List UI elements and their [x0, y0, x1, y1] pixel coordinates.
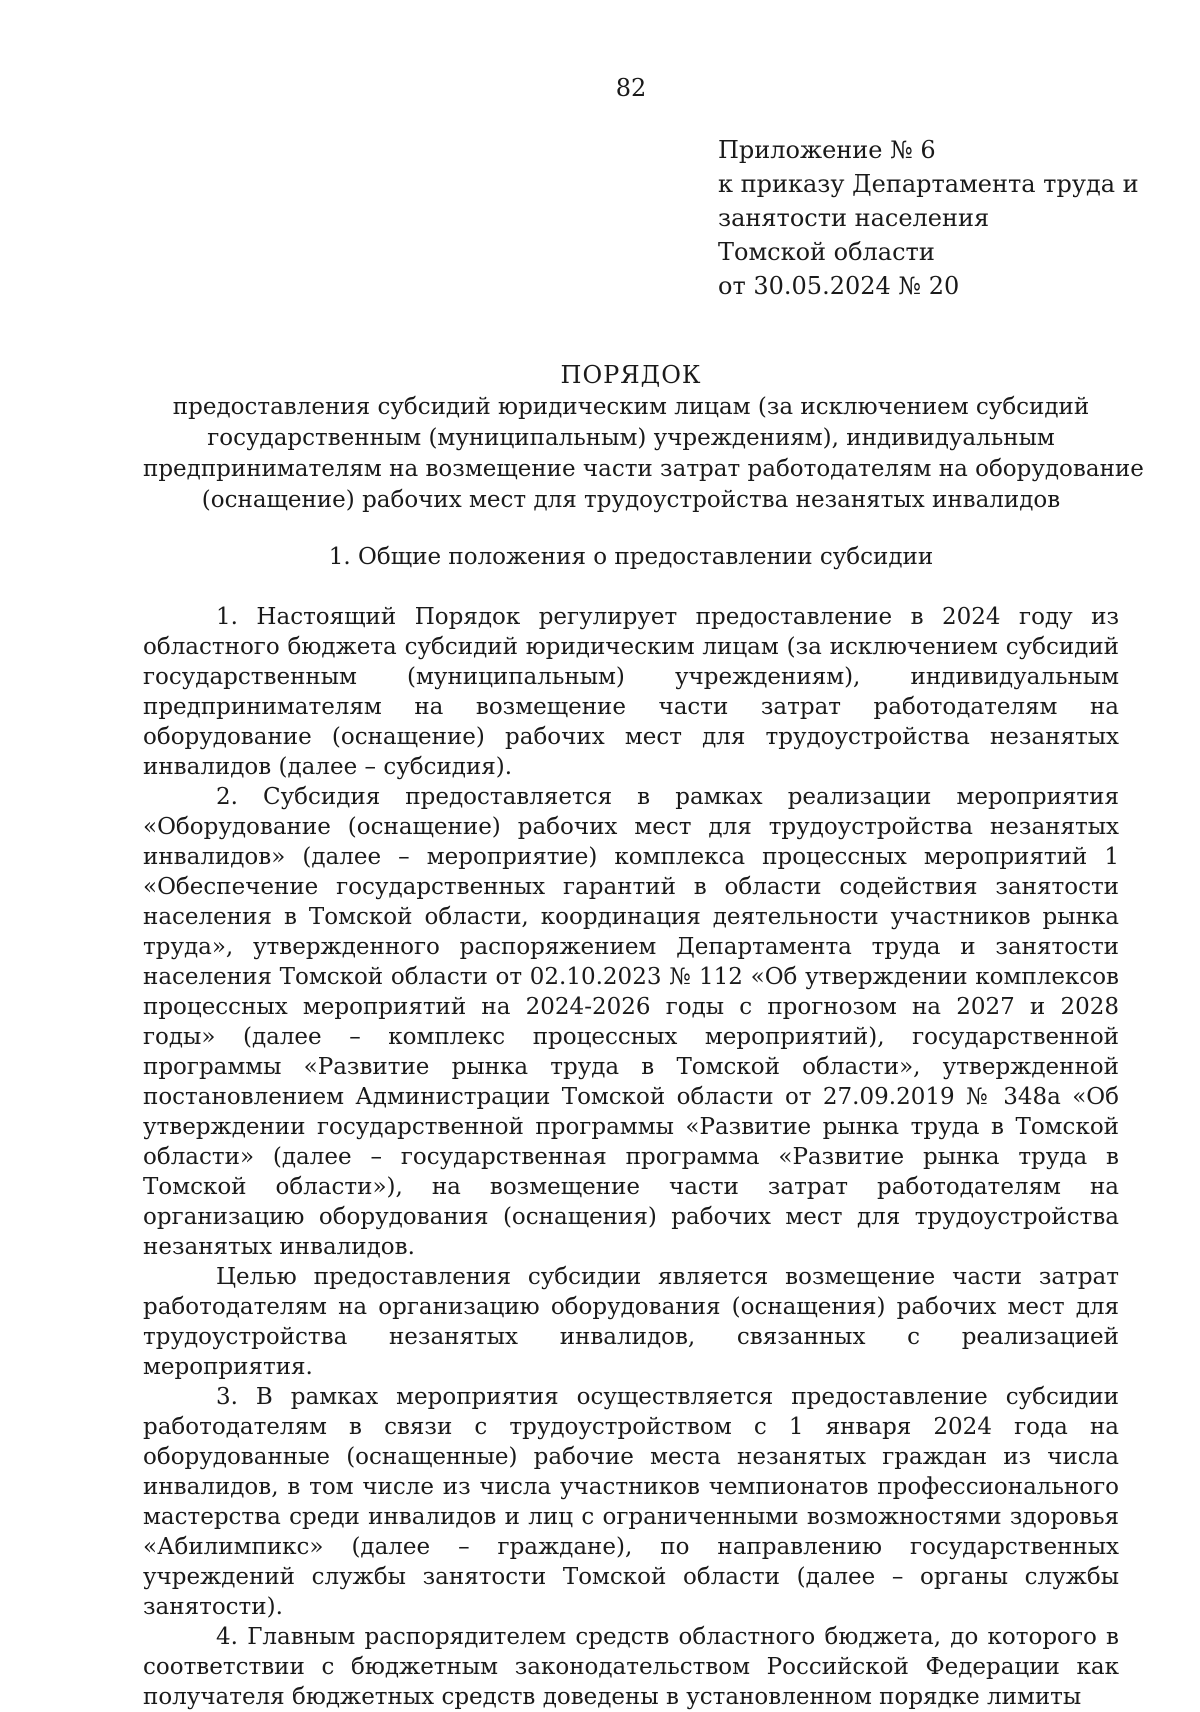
subtitle-line: предоставления субсидий юридическим лицам (за исключением субсидий: [172, 394, 1090, 420]
paragraph-1: 1. Настоящий Порядок регулирует предоставление в 2024 году из областного бюджета субсидий юридическим лицам (за исключением субсидий государственным (муниципальным) учреждениям), индивидуальным предпринимателям на возмещение части затрат работодателям на оборудование (оснащение) рабочих мест для трудоустройства незанятых инвалидов (далее – субсидия).: [143, 604, 1119, 780]
appendix-line: Томской области: [718, 238, 935, 266]
appendix-line: от 30.05.2024 № 20: [718, 272, 960, 300]
paragraph-4: 4. Главным распорядителем средств областного бюджета, до которого в соответствии с бюджетным законодательством Российской Федерации как получателя бюджетных средств доведены в установленном порядке лимиты: [143, 1624, 1119, 1710]
paragraph-3: 3. В рамках мероприятия осуществляется предоставление субсидии работодателям в связи с трудоустройством с 1 января 2024 года на оборудованные (оснащенные) рабочие места незанятых граждан из числа инвалидов, в том числе из числа участников чемпионатов профессионального мастерства среди инвалидов и лиц с ограниченными возможностями здоровья «Абилимпикс» (далее – граждане), по направлению государственных учреждений службы занятости Томской области (далее – органы службы занятости).: [143, 1384, 1119, 1620]
document-title: ПОРЯДОК: [560, 361, 702, 389]
appendix-line: Приложение № 6: [718, 136, 936, 164]
subtitle-line: предпринимателям на возмещение части затрат работодателям на оборудование: [143, 456, 1144, 482]
appendix-line: к приказу Департамента труда и: [718, 170, 1139, 198]
page-number: 82: [615, 74, 647, 102]
document-body: [143, 602, 1119, 1712]
paragraph-2: 2. Субсидия предоставляется в рамках реализации мероприятия «Оборудование (оснащение) рабочих мест для трудоустройства незанятых инвалидов» (далее – мероприятие) комплекса процессных мероприятий 1 «Обеспечение государственных гарантий в области содействия занятости населения в Томской области, координация деятельности участников рынка труда», утвержденного распоряжением Департамента труда и занятости населения Томской области от 02.10.2023 № 112 «Об утверждении комплексов процессных мероприятий на 2024-2026 годы с прогнозом на 2027 и 2028 годы» (далее – комплекс процессных мероприятий), государственной программы «Развитие рынка труда в Томской области», утвержденной постановлением Администрации Томской области от 27.09.2019 № 348а «Об утверждении государственной программы «Развитие рынка труда в Томской области» (далее – государственная программа «Развитие рынка труда в Томской области»), на возмещение части затрат работодателям на организацию оборудования (оснащения) рабочих мест для трудоустройства незанятых инвалидов.: [143, 784, 1119, 1260]
document-subtitle: [143, 392, 1144, 516]
document-title-block: [143, 358, 1144, 516]
section-heading: 1. Общие положения о предоставлении субсидии: [328, 544, 934, 570]
paragraph-goal: Целью предоставления субсидии является возмещение части затрат работодателям на организацию оборудования (оснащения) рабочих мест для трудоустройства незанятых инвалидов, связанных с реализацией мероприятия.: [143, 1264, 1119, 1380]
subtitle-line: государственным (муниципальным) учреждениям), индивидуальным: [207, 425, 1055, 451]
subtitle-line: (оснащение) рабочих мест для трудоустройства незанятых инвалидов: [201, 487, 1061, 513]
appendix-line: занятости населения: [718, 204, 990, 232]
appendix-block: [718, 133, 1188, 303]
